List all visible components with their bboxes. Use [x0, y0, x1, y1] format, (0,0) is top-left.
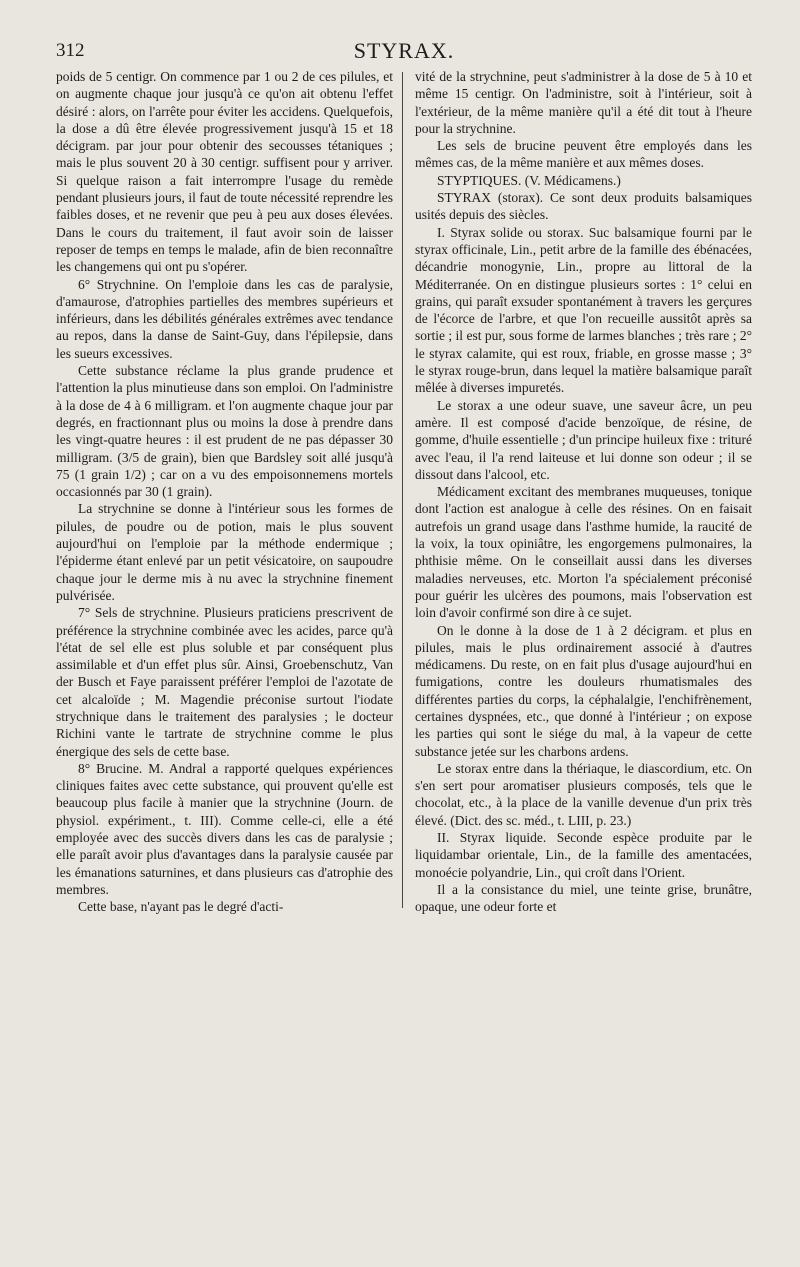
entry-heading: STYPTIQUES. (V. Médicamens.) — [437, 172, 621, 188]
paragraph: vité de la strychnine, peut s'administrer à la dose de 5 à 10 et même 15 centigr. On l'administre, soit à l'intérieur, soit à l'extérieur, de la même manière qu'il a été dit tout à l'heure pour la strychnine. — [415, 69, 752, 136]
page-title: STYRAX. — [353, 38, 455, 63]
paragraph: 7° Sels de strychnine. Plusieurs praticiens prescrivent de préférence la strychnine combinée avec les acides, parce qu'à l'état de sel elle est plus soluble et par conséquent plus assimilable et d'un effet plus sûr. Ainsi, Groebenschutz, Van der Busch et Faye paraissent préférer l'emploi de l'azotate de cet alcaloïde ; M. Magendie préconise surtout l'iodate strychnique dans le traitement des paralysies ; le docteur Richini vante le tartrate de strychnine comme le plus énergique des sels de cette base. — [56, 605, 393, 759]
paragraph: 8° Brucine. M. Andral a rapporté quelques expériences cliniques faites avec cette substance, qui prouvent qu'elle est beaucoup plus facile à manier que la strychnine (Journ. de physiol. expériment., t. III). Comme celle-ci, elle a été employée avec des succès divers dans les cas de paralysie ; elle paraît avoir plus d'avantages dans la paralysie causée par les émanations saturnines, et dans plusieurs cas d'atrophie des membres. — [56, 760, 393, 897]
text-columns — [56, 68, 752, 916]
page-number: 312 — [56, 40, 85, 61]
paragraph: poids de 5 centigr. On commence par 1 ou 2 de ces pilules, et on augmente chaque jour jusqu'à ce qu'on ait obtenu l'effet désiré : alors, on l'arrête pour éviter les accidens. Quelquefois, la dose a dû être élevée progressivement jusqu'à 15 et 18 décigram. par jour pour obtenir des secousses tétaniques ; mais le plus souvent 20 à 30 centigr. suffisent pour y arriver. Si quelque raison a fait interrompre l'usage du remède pendant plusieurs jours, il faut de toute nécessité reprendre les faibles doses, et ne revenir que peu à peu aux doses élevées. Dans le cours du traitement, il faut avoir soin de laisser reposer de temps en temps le malade, afin de bien reconnaître les changemens qui ont pu s'opérer. — [56, 69, 393, 275]
running-head — [56, 38, 752, 68]
paragraph: Médicament excitant des membranes muqueuses, tonique dont l'action est analogue à celle des résines. On en faisait autrefois un grand usage dans l'asthme humide, la raucité de la voix, la toux opiniâtre, les engorgemens pulmonaires, la phthisie même. On le conseillait aussi dans les diverses maladies nerveuses, etc. Morton l'a spécialement préconisé pour guérir les ulcères des poumons, mais l'observation est loin d'avoir confirmé son dire à ce sujet. — [415, 484, 752, 621]
paragraph: STYRAX (storax). Ce sont deux produits balsamiques usités depuis des siècles. — [415, 190, 752, 223]
paragraph: Les sels de brucine peuvent être employés dans les mêmes cas, de la même manière et aux mêmes doses. — [415, 138, 752, 171]
right-column — [415, 68, 752, 916]
paragraph: Le storax a une odeur suave, une saveur âcre, un peu amère. Il est composé d'acide benzoïque, de résine, de gomme, d'huile essentielle ; d'un principe huileux fixe : trituré avec l'eau, il l'a rend laiteuse et lui donne son odeur ; il se dissout dans l'alcool, etc. — [415, 397, 752, 482]
paragraph: Cette base, n'ayant pas le degré d'acti- — [78, 899, 284, 915]
paragraph: Le storax entre dans la thériaque, le diascordium, etc. On s'en sert pour aromatiser plusieurs composés, tels que le chocolat, etc., à la place de la vanille devenue d'un prix très élevé. (Dict. des sc. méd., t. LIII, p. 23.) — [415, 760, 752, 828]
paragraph: I. Styrax solide ou storax. Suc balsamique fourni par le styrax officinale, Lin., petit arbre de la famille des ébénacées, décandrie monogynie, Lin., propre au littoral de la Méditerranée. On en distingue plusieurs sortes : 1° celui en grains, qui paraît exsuder spontanément à travers les gerçures de l'écorce de l'arbre, et que l'on recueille aussitôt après sa sortie ; il est pur, sous forme de larmes blanches ; très rare ; 2° le styrax calamite, qui est roux, friable, en grosse masse ; 3° le styrax rouge-brun, dans lequel la matière balsamique paraît mêlée à diverses impuretés. — [415, 224, 752, 396]
paragraph: Il a la consistance du miel, une teinte grise, brunâtre, opaque, une odeur forte et — [415, 881, 752, 915]
paragraph: On le donne à la dose de 1 à 2 décigram. et plus en pilules, mais le plus ordinairement associé à d'autres médicamens. Du reste, on en fait plus d'usage aujourd'hui en fumigations, contre les douleurs rhumatismales des différentes parties du corps, la céphalalgie, l'enchifrènement, certaines dyspnées, etc., que donné à l'intérieur ; on expose les parties qui sont le siége du mal, à la vapeur de cette substance jetée sur les charbons ardens. — [415, 622, 752, 759]
paragraph: La strychnine se donne à l'intérieur sous les formes de pilules, de poudre ou de potion, mais le plus souvent aujourd'hui on l'emploie par la méthode endermique ; l'épiderme étant enlevé par un petit vésicatoire, on saupoudre chaque jour le derme mis à nu avec la strychnine finement pulvérisée. — [56, 501, 393, 603]
paragraph: Cette substance réclame la plus grande prudence et l'attention la plus minutieuse dans son emploi. On l'administre à la dose de 4 à 6 milligram. et l'on augmente chaque jour par degrés, en fractionnant plus ou moins la dose à prendre dans les vingt-quatre heures : il est prudent de ne pas dépasser 30 milligram. (3/5 de grain), bien que Bardsley soit allé jusqu'à 75 (1 grain 1/2) ; car on a vu des empoisonnemens mortels occasionnés par 30 (1 grain). — [56, 363, 393, 500]
left-column — [56, 68, 393, 916]
paragraph: II. Styrax liquide. Seconde espèce produite par le liquidambar orientale, Lin., de la famille des amentacées, monoécie polyandrie, Lin., qui croît dans l'Orient. — [415, 830, 752, 880]
column-divider — [402, 72, 403, 908]
paragraph: 6° Strychnine. On l'emploie dans les cas de paralysie, d'amaurose, d'atrophies partielles des membres supérieurs et inférieurs, dans les débilités générales extrêmes avec tendance au repos, dans la danse de Saint-Guy, dans l'épilepsie, dans les sueurs excessives. — [56, 276, 393, 361]
